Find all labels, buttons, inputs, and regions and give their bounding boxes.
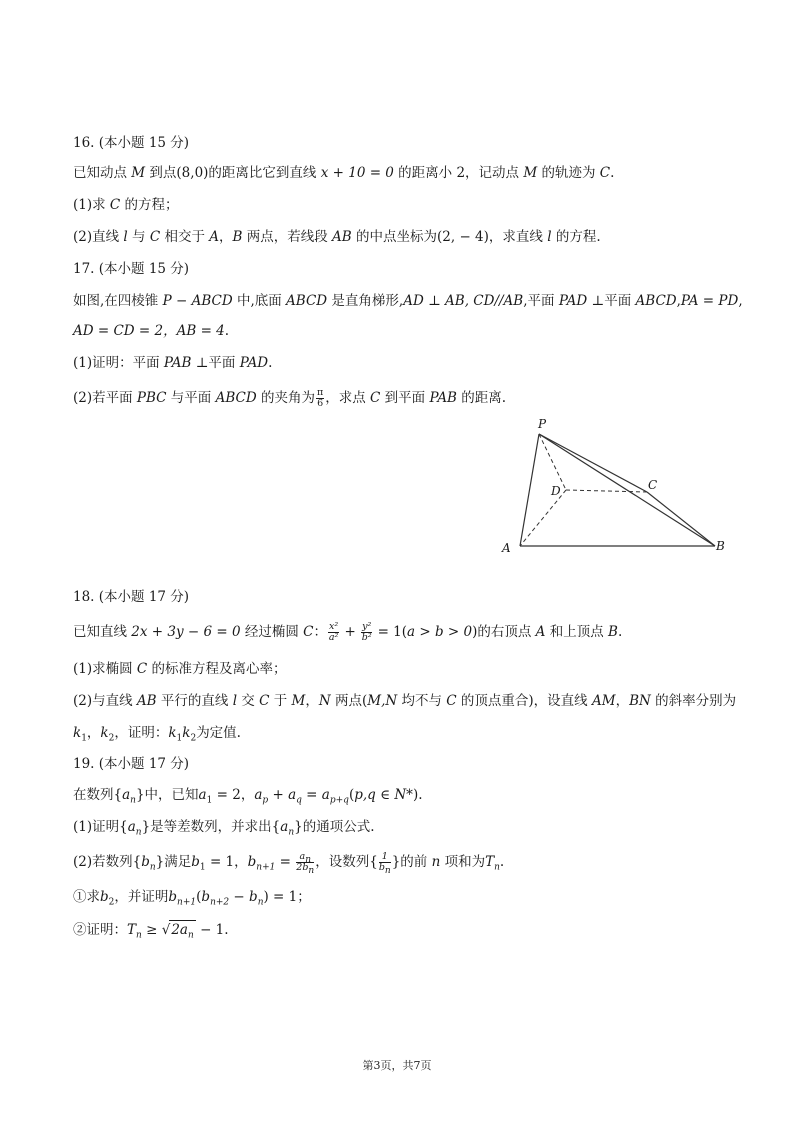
q16-header: 16. (本小题 15 分) xyxy=(73,135,190,151)
q16-stem: 已知动点 M 到点(8,0)的距离比它到直线 x + 10 = 0 的距离小 2，记动点 M 的轨迹为 C. xyxy=(73,165,615,181)
x-fraction: $\frac{\text{x²}}{\text{a²}}$ xyxy=(328,621,339,643)
label-B: B xyxy=(716,539,725,553)
q19-sub1: ①求$b_2$，并证明$b_{n+1}(b_{n+2} - b_n) = 1$； xyxy=(73,889,311,908)
q19-sub2: ②证明：$T_n \ge √2a_n - 1$. xyxy=(73,922,229,941)
q17-stem-line1: 如图,在四棱锥 P − ABCD 中,底面 ABCD 是直角梯形,AD ⊥ AB, CD//AB,平面 PAD ⊥平面 ABCD,PA = PD, xyxy=(73,293,743,309)
angle-fraction: $\frac{\pi}{6}$ xyxy=(316,387,324,409)
pyramid-figure xyxy=(490,412,740,562)
y-fraction: $\frac{\text{y²}}{\text{b²}}$ xyxy=(361,621,372,643)
edge-DC xyxy=(566,490,647,492)
q18-part2-line2: $k_1$，$k_2$，证明：$k_1k_2$为定值. xyxy=(73,725,241,744)
q18-part2-line1: (2)与直线 AB 平行的直线 l 交 C 于 M，N 两点(M,N 均不与 C 的顶点重合)，设直线 AM，BN 的斜率分别为 xyxy=(73,693,737,709)
q17-part1: (1)证明：平面 PAB ⊥平面 PAD. xyxy=(73,355,273,371)
edge-PA xyxy=(520,434,539,546)
q18-stem: 已知直线 2x + 3y − 6 = 0 经过椭圆 C： $\frac{\text{x²}}{\text{a²}}$ + $\frac{\text{y²}}{\text{b²}}$ = 1(a > b > 0)的右顶点 A 和上顶点 B. xyxy=(73,621,623,643)
q19-part1: (1)证明$\{a_n\}$是等差数列，并求出$\{a_n\}$的通项公式. xyxy=(73,819,375,838)
label-P: P xyxy=(538,417,547,431)
recurrence-fraction: $\frac{a_n}{2b_n}$ xyxy=(296,851,315,876)
label-C: C xyxy=(648,478,658,492)
label-D: D xyxy=(551,484,561,498)
sqrt-symbol: √ xyxy=(161,922,171,938)
q17-header: 17. (本小题 15 分) xyxy=(73,261,190,277)
edge-DA xyxy=(520,490,566,546)
sqrt-radicand: $2a_n$ xyxy=(171,922,194,941)
page-footer: 第3页，共7页 xyxy=(362,1059,432,1072)
q18-part1: (1)求椭圆 C 的标准方程及离心率； xyxy=(73,661,287,677)
q16-part1: (1)求 C 的方程； xyxy=(73,197,179,213)
q17-stem-line2: AD = CD = 2，AB = 4. xyxy=(73,323,230,339)
q17-part2: (2)若平面 PBC 与平面 ABCD 的夹角为 $\frac{\pi}{6}$ ，求点 C 到平面 PAB 的距离. xyxy=(73,387,507,409)
q18-header: 18. (本小题 17 分) xyxy=(73,589,190,605)
q19-stem: 在数列$\{a_n\}$中，已知$a_1 = 2$，$a_p + a_q = a_{p+q}(p,q$ ∈ N*). xyxy=(73,787,423,806)
q19-part2: (2)若数列$\{b_n\}$满足$b_1 = 1$，$b_{n+1}$ = $\frac{a_n}{2b_n}$ ，设数列{ $\frac{1}{b_n}$ }的前 n 项和为$T_n$. xyxy=(73,851,505,876)
edge-CB xyxy=(647,492,715,546)
q16-part2: (2)直线 l 与 C 相交于 A，B 两点，若线段 AB 的中点坐标为(2, − 4)，求直线 l 的方程. xyxy=(73,229,601,245)
label-A: A xyxy=(502,541,511,555)
reciprocal-fraction: $\frac{1}{b_n}$ xyxy=(378,851,391,876)
q19-header: 19. (本小题 17 分) xyxy=(73,756,190,772)
